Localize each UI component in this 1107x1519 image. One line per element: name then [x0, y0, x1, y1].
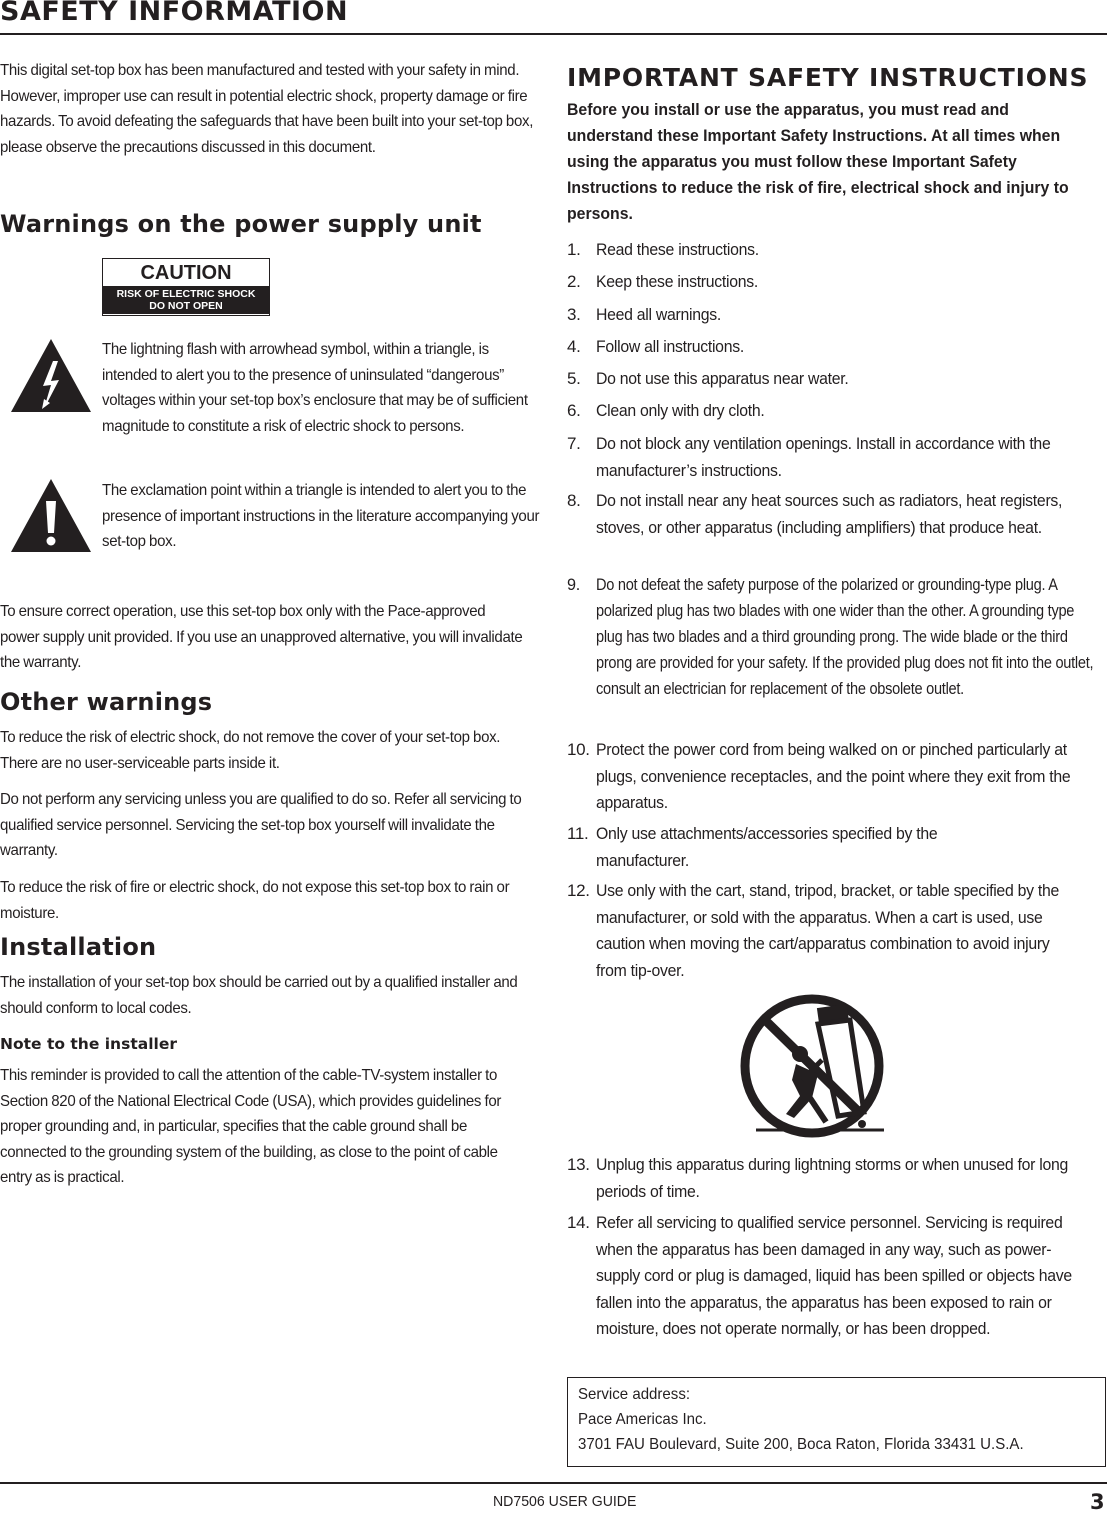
other-warning-paragraph-2: Do not perform any servicing unless you are qualified to do so. Refer all servicing to qualified service personnel. Servicing the set-top box yourself will invalidate the warranty.	[0, 791, 522, 859]
other-warnings-heading: Other warnings	[0, 688, 213, 716]
caution-line-2: DO NOT OPEN	[149, 300, 223, 312]
title-divider	[0, 33, 1107, 35]
caution-title: CAUTION	[140, 262, 232, 284]
service-street: 3701 FAU Boulevard, Suite 200, Boca Raton, Florida 33431 U.S.A.	[578, 1436, 1024, 1453]
safety-instructions-lead: Before you install or use the apparatus, you must read and understand these Important Safety Instructions. At all times when using the apparatus you must follow these Important Safety Instructions to reduce the risk of fire, electrical shock and injury to persons.	[567, 100, 1069, 223]
lightning-description: The lightning flash with arrowhead symbol, within a triangle, is intended to alert you to the presence of uninsulated “dangerous” voltages within your set-top box’s enclosure that may be of sufficient magnitude to constitute a risk of electric shock to persons.	[102, 341, 528, 435]
page-title: SAFETY INFORMATION	[0, 0, 349, 27]
caution-label	[102, 258, 270, 316]
page-number: 3	[1090, 1490, 1105, 1514]
note-to-installer-paragraph: This reminder is provided to call the attention of the cable-TV-system installer to Section 820 of the National Electrical Code (USA), which provides guidelines for proper grounding and, in particular, specifies that the cable ground shall be connected to the grounding system of the building, as close to the point of cable entry as is practical.	[0, 1067, 502, 1186]
service-company: Pace Americas Inc.	[578, 1411, 707, 1428]
other-warning-paragraph-3: To reduce the risk of fire or electric shock, do not expose this set-top box to rain or moisture.	[0, 879, 510, 922]
footer-divider	[0, 1482, 1107, 1484]
installation-heading: Installation	[0, 933, 157, 961]
intro-paragraph: This digital set-top box has been manufactured and tested with your safety in mind. However, improper use can result in potential electric shock, property damage or fire hazards. To avoid defeating the safeguards that have been built into your set-top box, please observe the precautions discussed in this document.	[0, 62, 534, 156]
power-supply-paragraph: To ensure correct operation, use this set-top box only with the Pace-approved power supply unit provided. If you use an unapproved alternative, you will invalidate the warranty.	[0, 603, 523, 671]
exclamation-warning-icon	[9, 477, 93, 554]
caution-subtitle	[103, 286, 269, 314]
service-address-box	[567, 1377, 1106, 1467]
service-address-label: Service address:	[578, 1386, 691, 1403]
installation-paragraph: The installation of your set-top box should be carried out by a qualified installer and should conform to local codes.	[0, 974, 518, 1017]
other-warning-paragraph-1: To reduce the risk of electric shock, do not remove the cover of your set-top box. There are no user-serviceable parts inside it.	[0, 729, 501, 772]
note-to-installer-heading: Note to the installer	[0, 1035, 177, 1053]
cart-tip-over-warning-icon	[738, 994, 888, 1142]
power-supply-heading: Warnings on the power supply unit	[0, 210, 482, 238]
footer-guide-name: ND7506 USER GUIDE	[493, 1493, 637, 1510]
exclamation-description: The exclamation point within a triangle is intended to alert you to the presence of important instructions in the literature accompanying your set-top box.	[102, 482, 540, 550]
caution-line-1: RISK OF ELECTRIC SHOCK	[116, 288, 256, 300]
lightning-warning-icon	[9, 337, 93, 414]
safety-instructions-heading: IMPORTANT SAFETY INSTRUCTIONS	[567, 63, 1089, 92]
